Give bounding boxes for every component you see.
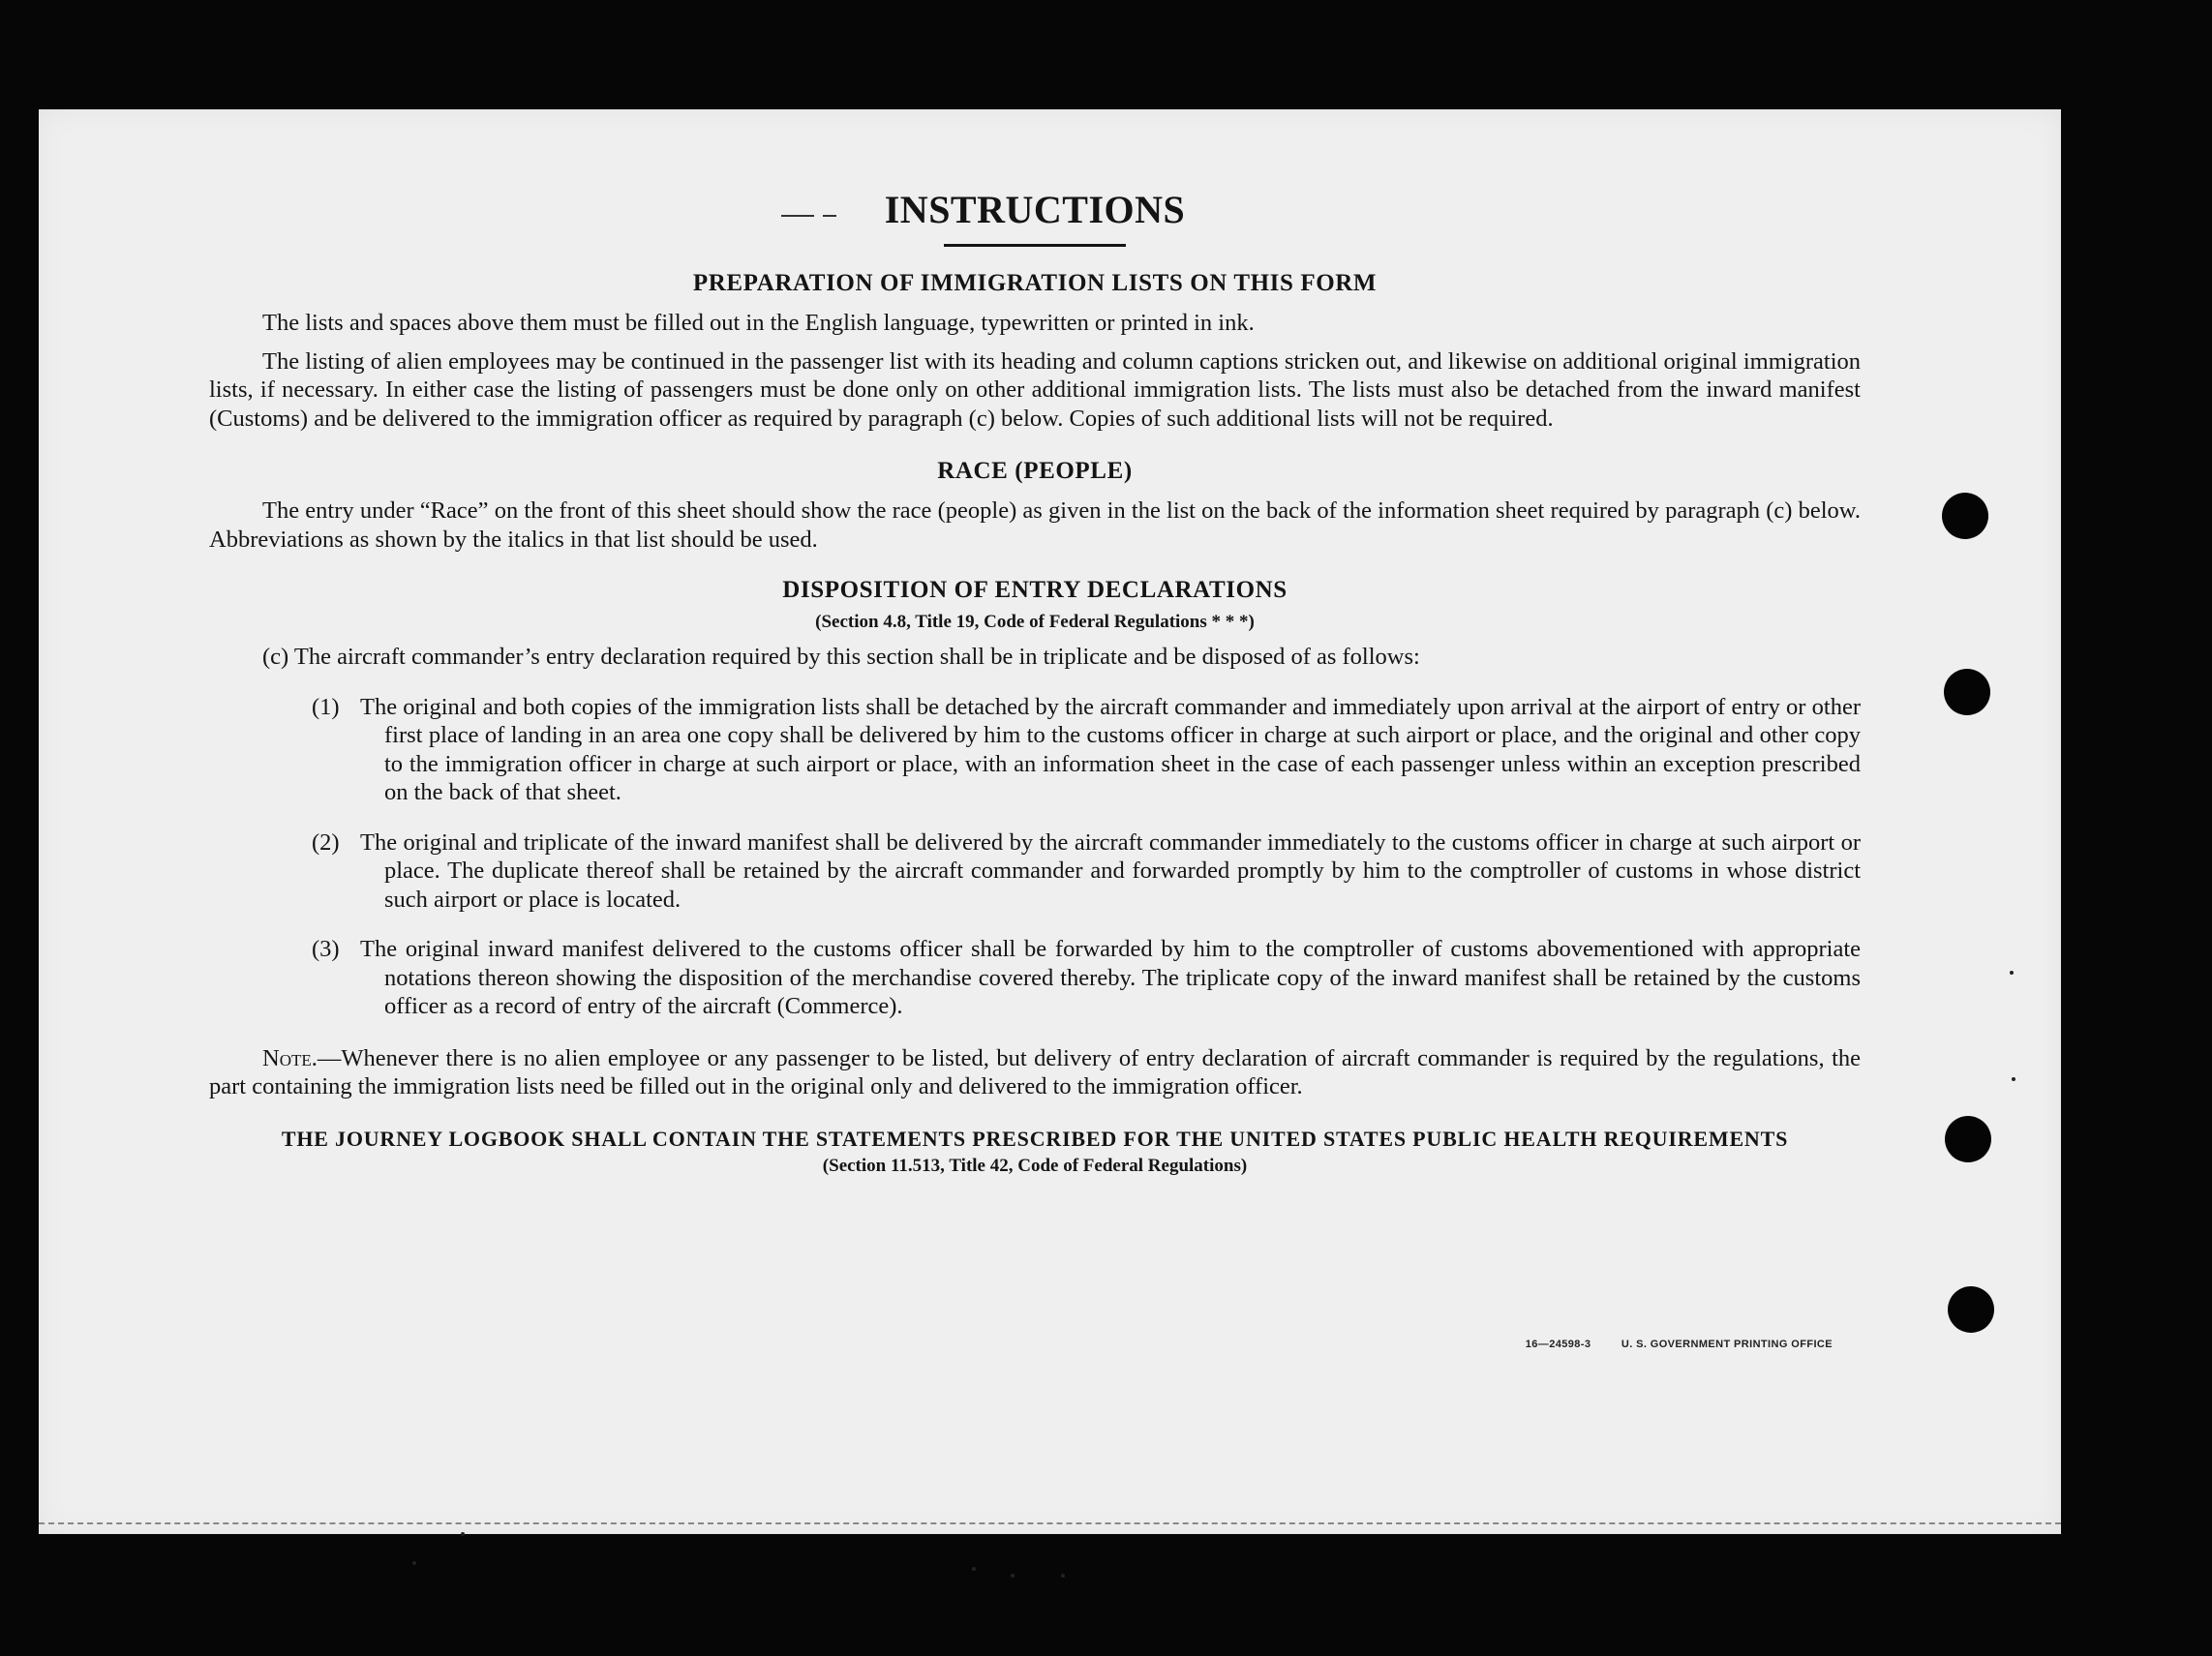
disposition-item — [312, 693, 1861, 807]
bottom-edge-line — [39, 1522, 2061, 1524]
disposition-item — [312, 935, 1861, 1021]
page-title: INSTRUCTIONS — [884, 188, 1186, 231]
punch-hole — [1948, 1286, 1994, 1333]
prep-paragraph-2: The listing of alien employees may be continued in the passenger list with its heading and column captions stricken out, and likewise on additional original immigration lists, if necessary. In either case the listing of passengers must be done only on other additional immigration lists. The lists must also be detached from the inward manifest (Customs) and be delivered to the immigration officer as required by paragraph (c) below. Copies of such additional lists will not be required. — [209, 347, 1861, 432]
speck — [1061, 1574, 1065, 1578]
speck — [1011, 1574, 1015, 1578]
heading-race: RACE (PEOPLE) — [937, 458, 1133, 484]
instructions-body — [209, 187, 1861, 1177]
punch-hole — [1942, 493, 1988, 539]
note-label: Note. — [262, 1044, 318, 1071]
item-number: (1) — [312, 693, 340, 720]
prep-paragraph-1: The lists and spaces above them must be filled out in the English language, typewritten or printed in ink. — [262, 310, 1255, 336]
item-text: The original and triplicate of the inward manifest shall be delivered by the aircraft commander immediately to the customs officer in charge at such airport or place. The duplicate thereof shall be retained by the aircraft commander and forwarded promptly by him to the comptroller of customs in whose district such airport or place is located. — [360, 828, 1861, 913]
logbook-statement: THE JOURNEY LOGBOOK SHALL CONTAIN THE STATEMENTS PRESCRIBED FOR THE UNITED STATES PUBLIC HEALTH REQUIREMENTS — [281, 1126, 1789, 1151]
heading-disposition: DISPOSITION OF ENTRY DECLARATIONS — [782, 577, 1288, 603]
intro-text: The aircraft commander’s entry declaration required by this section shall be in triplicate and be disposed of as follows: — [293, 644, 1420, 670]
speck — [461, 1532, 465, 1536]
printing-office: U. S. GOVERNMENT PRINTING OFFICE — [1621, 1339, 1833, 1350]
speck — [972, 1567, 976, 1571]
note-paragraph — [209, 1044, 1861, 1101]
printer-imprint — [1526, 1339, 1833, 1350]
punch-hole — [1945, 1116, 1991, 1162]
disposition-item — [312, 828, 1861, 915]
intro-marker: (c) — [262, 644, 289, 670]
item-text: The original and both copies of the immigration lists shall be detached by the aircraft commander and immediately upon arrival at the airport of entry or other first place of landing in an area one copy shall be delivered by him to the customs officer in charge at such airport or place, and the original and other copy to the immigration officer in charge at such airport or place, with an information sheet in the case of each passenger unless within an exception prescribed on the back of that sheet. — [360, 693, 1861, 805]
document-page — [39, 109, 2061, 1534]
logbook-citation: (Section 11.513, Title 42, Code of Federal Regulations) — [822, 1155, 1248, 1176]
note-text: —Whenever there is no alien employee or any passenger to be listed, but delivery of entry declaration of aircraft commander is required by the regulations, the part containing the immigration lists need be filled out in the original only and delivered to the immigration officer. — [209, 1044, 1861, 1099]
heading-preparation: PREPARATION OF IMMIGRATION LISTS ON THIS FORM — [692, 270, 1378, 296]
punch-hole — [1944, 669, 1990, 715]
item-number: (3) — [312, 936, 340, 962]
item-number: (2) — [312, 828, 340, 856]
disposition-citation: (Section 4.8, Title 19, Code of Federal Regulations * * *) — [815, 612, 1255, 632]
speck — [2010, 971, 2014, 975]
disposition-intro — [262, 643, 1861, 672]
title-underline — [944, 244, 1126, 247]
race-paragraph: The entry under “Race” on the front of this sheet should show the race (people) as given in the list on the back of the information sheet required by paragraph (c) below. Abbreviations as shown by the italics in that list should be used. — [209, 497, 1861, 553]
speck — [2012, 1077, 2015, 1081]
form-number: 16—24598-3 — [1525, 1339, 1591, 1350]
item-text: The original inward manifest delivered to the customs officer shall be forwarded by him to the comptroller of customs abovementioned with appropriate notations thereon showing the disposition of the merchandise covered thereby. The triplicate copy of the inward manifest shall be retained by the customs officer as a record of entry of the aircraft (Commerce). — [360, 936, 1861, 1019]
speck — [412, 1561, 416, 1565]
